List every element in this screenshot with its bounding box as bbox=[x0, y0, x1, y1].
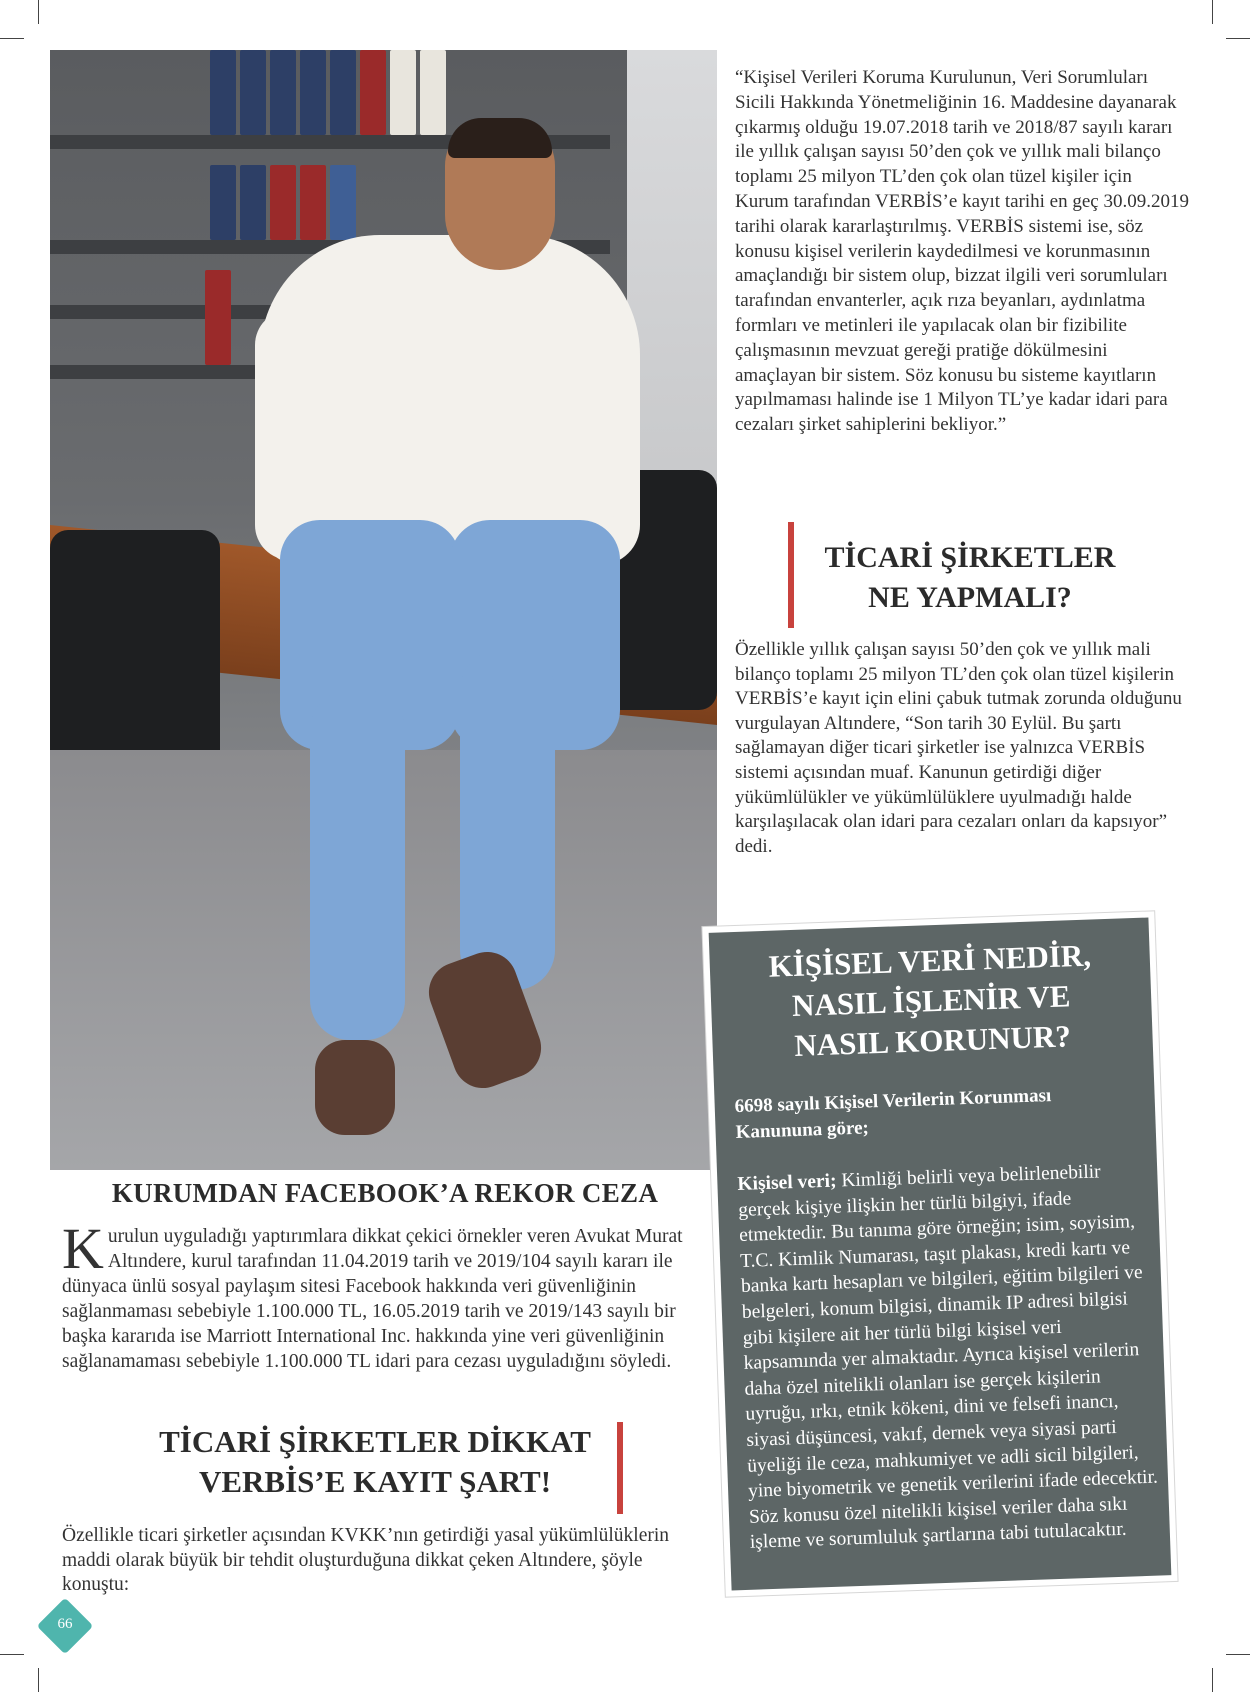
info-box bbox=[709, 918, 1172, 1591]
subhead-line: VERBİS’E KAYIT ŞART! bbox=[198, 1464, 552, 1499]
title-line: NASIL İŞLENİR VE bbox=[791, 978, 1071, 1024]
definition-text: Kimliği belirli veya belirlenebilir gerçek kişiye ilişkin her türlü bilgiyi, ifade etmektedir. Bu tanıma göre örneğin; isim, soyisim, T.C. Kimlik Numarası, taşıt plakası, kredi kartı ve banka kartı hesapları ve bilgileri, eğitim bilgileri ve belgeleri, konum bilgisi, dinamik IP adresi bilgisi gibi kişilere ait her türlü bilgi kişisel veri kapsamında yer almaktadır. Ayrıca kişisel verilerin daha özel nitelikli olanları ise gerçek kişilerin uyruğu, ırkı, etnik kökeni, dini ve felsefi inancı, siyasi düşüncesi, vakıf, dernek veya siyasi parti üyeliği ile ceza, mahkumiyet ve adli sicil bilgileri, yine biyometrik ve genetik verilerini ifade edecektir. Söz konusu özel nitelikli kişisel veriler daha sıkı işleme ve sorumluluk şartlarına tabi tutulacaktır. bbox=[737, 1161, 1159, 1554]
info-box-intro: 6698 sayılı Kişisel Verilerin Korunması Kanununa göre; bbox=[734, 1085, 1052, 1144]
book bbox=[300, 50, 326, 135]
crop-mark bbox=[38, 1668, 39, 1692]
term-label: Kişisel veri; bbox=[737, 1170, 837, 1196]
title-line: NASIL KORUNUR? bbox=[793, 1018, 1072, 1063]
crop-mark bbox=[0, 38, 24, 39]
book bbox=[240, 50, 266, 135]
book bbox=[330, 50, 356, 135]
book bbox=[300, 165, 326, 240]
intro-paragraph bbox=[62, 1216, 714, 1374]
subhead-line: TİCARİ ŞİRKETLER bbox=[824, 541, 1116, 574]
crop-mark bbox=[0, 1654, 24, 1655]
crop-mark bbox=[38, 0, 39, 24]
person-arm bbox=[560, 310, 635, 520]
book bbox=[270, 50, 296, 135]
subhead-verbis bbox=[140, 1422, 610, 1502]
book bbox=[270, 165, 296, 240]
person-hair bbox=[448, 118, 552, 158]
page-number: 66 bbox=[57, 1616, 73, 1632]
intro-text: urulun uyguladığı yaptırımlara dikkat çekici örnekler veren Avukat Murat Altındere, kurul tarafından 11.04.2019 tarih ve 2019/104 sayılı kararı ile dünyaca ünlü sosyal paylaşım sitesi Facebook hakkında veri güvenliğinin sağlanmaması sebebiyle 1.100.000 TL, 16.05.2019 tarih ve 2019/143 sayılı bir başka kararıda ise Marriott International Inc. hakkında yine veri güvenliğinin sağlanamaması sebebiyle 1.100.000 TL idari para cezası uyguladığını söyledi. bbox=[62, 1226, 683, 1372]
book bbox=[210, 165, 236, 240]
book bbox=[210, 50, 236, 135]
person-leg bbox=[460, 650, 555, 990]
info-box-title bbox=[729, 934, 1133, 1068]
book bbox=[390, 50, 416, 135]
crop-mark bbox=[1226, 38, 1250, 39]
book bbox=[420, 50, 446, 135]
title-line: KİŞİSEL VERİ NEDİR, bbox=[767, 937, 1092, 984]
person-leg bbox=[310, 690, 405, 1040]
accent-bar bbox=[617, 1422, 623, 1514]
section-title-facebook: KURUMDAN FACEBOOK’A REKOR CEZA bbox=[111, 1178, 659, 1208]
subhead-line: NE YAPMALI? bbox=[868, 581, 1072, 614]
subhead-what-to-do bbox=[805, 538, 1135, 618]
outro-paragraph: Özellikle ticari şirketler açısından KVKK’nın getirdiği yasal yükümlülüklerin maddi olarak büyük bir tehdit oluşturduğuna dikkat çeken Altındere, şöyle konuştu: bbox=[62, 1525, 670, 1595]
crop-mark bbox=[1212, 1668, 1213, 1692]
book bbox=[240, 165, 266, 240]
subhead-line: TİCARİ ŞİRKETLER DİKKAT bbox=[159, 1424, 591, 1459]
accent-bar bbox=[788, 522, 794, 628]
book bbox=[205, 270, 231, 365]
crop-mark bbox=[1226, 1654, 1250, 1655]
person-shoe bbox=[315, 1040, 395, 1135]
book bbox=[360, 50, 386, 135]
portrait-photo bbox=[50, 50, 717, 1170]
drop-cap: K bbox=[62, 1216, 104, 1281]
quote-paragraph: “Kişisel Verileri Koruma Kurulunun, Veri Sorumluları Sicili Hakkında Yönetmeliğinin 16. Maddesine dayanarak çıkarmış olduğu 19.07.2018 tarih ve 2018/87 sayılı kararı ile yıllık çalışan sayısı 50’den çok ve yıllık mali bilanço toplamı 25 milyon TL’den çok olan tüzel kişiler için Kurum tarafından VERBİS’e kayıt tarihi en geç 30.09.2019 tarihi olarak kararlaştırılmış. VERBİS sistemi ise, söz konusu kişisel verilerin kaydedilmesi ve korunmasının amaçlandığı bir sistem olup, bizzat ilgili veri sorumluları tarafından envanterler, açık rıza beyanları, aydınlatma formları ve metinleri ile yapılacak olan bir fizibilite çalışmasının mevzuat gereği pratiğe dökülmesini amaçlayan bir sistem. Söz konusu bu sisteme kayıtların yapılmaması halinde ise 1 Milyon TL’ye kadar idari para cezaları şirket sahiplerini bekliyor.” bbox=[735, 67, 1189, 436]
info-box-body bbox=[737, 1158, 1160, 1556]
body-paragraph: Özellikle yıllık çalışan sayısı 50’den çok ve yıllık mali bilanço toplamı 25 milyon TL’den çok olan tüzel kişilerin VERBİS’e kayıt için elini çabuk tutmak zorunda olduğunu vurgulayan Altındere, “Son tarih 30 Eylül. Bu şartı sağlamayan diğer ticari şirketler ise yalnızca VERBİS sistemi açısından muaf. Kanunun getirdiği diğer yükümlülükler ve yükümlülüklere uyulmadığı halde karşılaşılacak olan idari para cezaları onları da kapsıyor” dedi. bbox=[735, 639, 1182, 857]
crop-mark bbox=[1212, 0, 1213, 24]
book bbox=[330, 165, 356, 240]
